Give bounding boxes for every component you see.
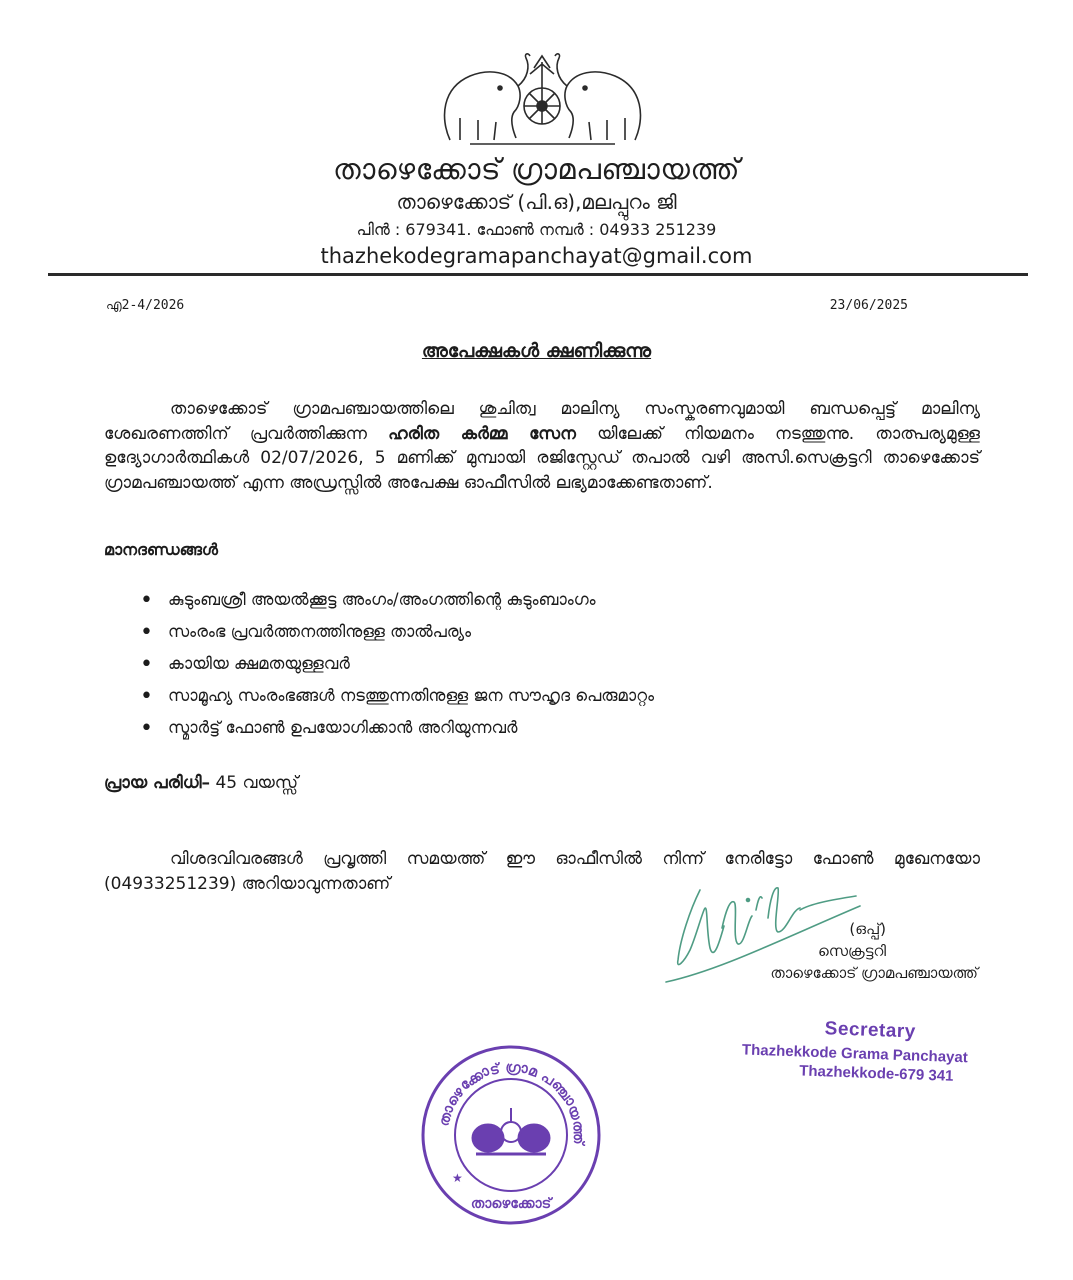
- pin-and-phone: പിൻ : 679341. ഫോൺ നമ്പർ : 04933 251239: [356, 220, 717, 239]
- criteria-item: • കുടുംബശ്രീ അയൽക്കൂട്ട അംഗം/അംഗത്തിന്റെ കുടുംബാംഗം: [104, 590, 654, 622]
- reference-number: എ2-4/2026: [106, 298, 185, 313]
- svg-text:താഴെക്കോട് ഗ്രാമ പഞ്ചായത്ത്: [436, 1059, 586, 1147]
- svg-text:★: ★: [452, 1171, 463, 1185]
- stamp-line-panchayat: Thazhekkode Grama Panchayat: [741, 1041, 969, 1067]
- criteria-list: [104, 590, 654, 750]
- criteria-item: • കായിയ ക്ഷമതയുള്ളവർ: [104, 654, 654, 686]
- signed-mark: (ഒപ്പ്): [849, 920, 886, 938]
- criteria-item: • സ്മാർട്ട് ഫോൺ ഉപയോഗിക്കാൻ അറിയുന്നവർ: [104, 718, 654, 750]
- header-divider: [48, 273, 1028, 276]
- signature-block: [700, 920, 978, 986]
- office-email: thazhekodegramapanchayat@gmail.com: [320, 244, 753, 268]
- age-limit-value: 45 വയസ്സ്: [215, 773, 299, 793]
- office-address: താഴെക്കോട് (പി.ഒ),മലപ്പുറം ജി: [396, 190, 677, 214]
- haritha-karma-sena: ഹരിത കർമ്മ സേന: [388, 423, 576, 444]
- paragraph1-start: താഴെക്കോട് ഗ്രാമപഞ്ചായത്തിലെ ശുചിത്വ മാലിന്യ സംസ്കരണവുമായി ബന്ധപ്പെട്ട് മാലിന്യ ശേഖരണത്തിന് പ്രവർത്തിക്കുന്ന: [104, 399, 980, 444]
- stamp-line-secretary: Secretary: [824, 1018, 917, 1043]
- kerala-emblem-icon: [430, 48, 655, 148]
- seal-bottom-text: താഴെക്കോട്: [470, 1196, 552, 1212]
- criteria-heading: മാനദണ്ഡങ്ങൾ: [104, 540, 218, 559]
- criteria-item: • സാമൂഹ്യ സംരംഭങ്ങൾ നടത്തുന്നതിനുള്ള ജന സൗഹൃദ പെരുമാറ്റം: [104, 686, 654, 718]
- stamp-line-address: Thazhekkode-679 341: [798, 1062, 954, 1085]
- panchayat-seal: [418, 1042, 604, 1228]
- contact-text: വിശദവിവരങ്ങൾ പ്രവൃത്തി സമയത്ത് ഈ ഓഫീസിൽ നിന്ന് നേരിട്ടോ ഫോൺ മുഖേനയോ (04933251239) അറിയാവുന്നതാണ്: [104, 849, 980, 894]
- age-limit: [104, 773, 298, 793]
- signatory-office: താഴെക്കോട് ഗ്രാമപഞ്ചായത്ത്: [770, 964, 978, 982]
- office-name: താഴെക്കോട് ഗ്രാമപഞ്ചായത്ത്: [332, 152, 740, 186]
- notice-title: [0, 340, 1073, 362]
- secretary-stamp: [727, 1015, 1019, 1087]
- announcement-paragraph: [104, 397, 980, 495]
- age-limit-label: പ്രായ പരിധി–: [104, 773, 211, 793]
- paragraph1-end: യിലേക്ക് നിയമനം നടത്തുന്നു. താത്പര്യമുള്ള ഉദ്യോഗാർത്ഥികൾ 02/07/2026, 5 മണിക്ക് മുമ്പായി രജിസ്റ്റേഡ് തപാൽ വഴി അസി.സെക്രട്ടറി താഴെക്കോട് ഗ്രാമപഞ്ചായത്ത് എന്ന അഡ്രസ്സിൽ അപേക്ഷ ഓഫീസിൽ ലഭ്യമാക്കേണ്ടതാണ്.: [104, 423, 981, 493]
- criteria-item: • സംരംഭ പ്രവർത്തനത്തിനുള്ള താൽപര്യം: [104, 622, 654, 654]
- seal-ring-text: താഴെക്കോട് ഗ്രാമ പഞ്ചായത്ത്: [436, 1059, 587, 1145]
- signatory-designation: സെക്രട്ടറി: [818, 942, 886, 960]
- notice-title-text: അപേക്ഷകൾ ക്ഷണിക്കുന്നു: [421, 340, 652, 362]
- notice-date: 23/06/2025: [829, 298, 908, 313]
